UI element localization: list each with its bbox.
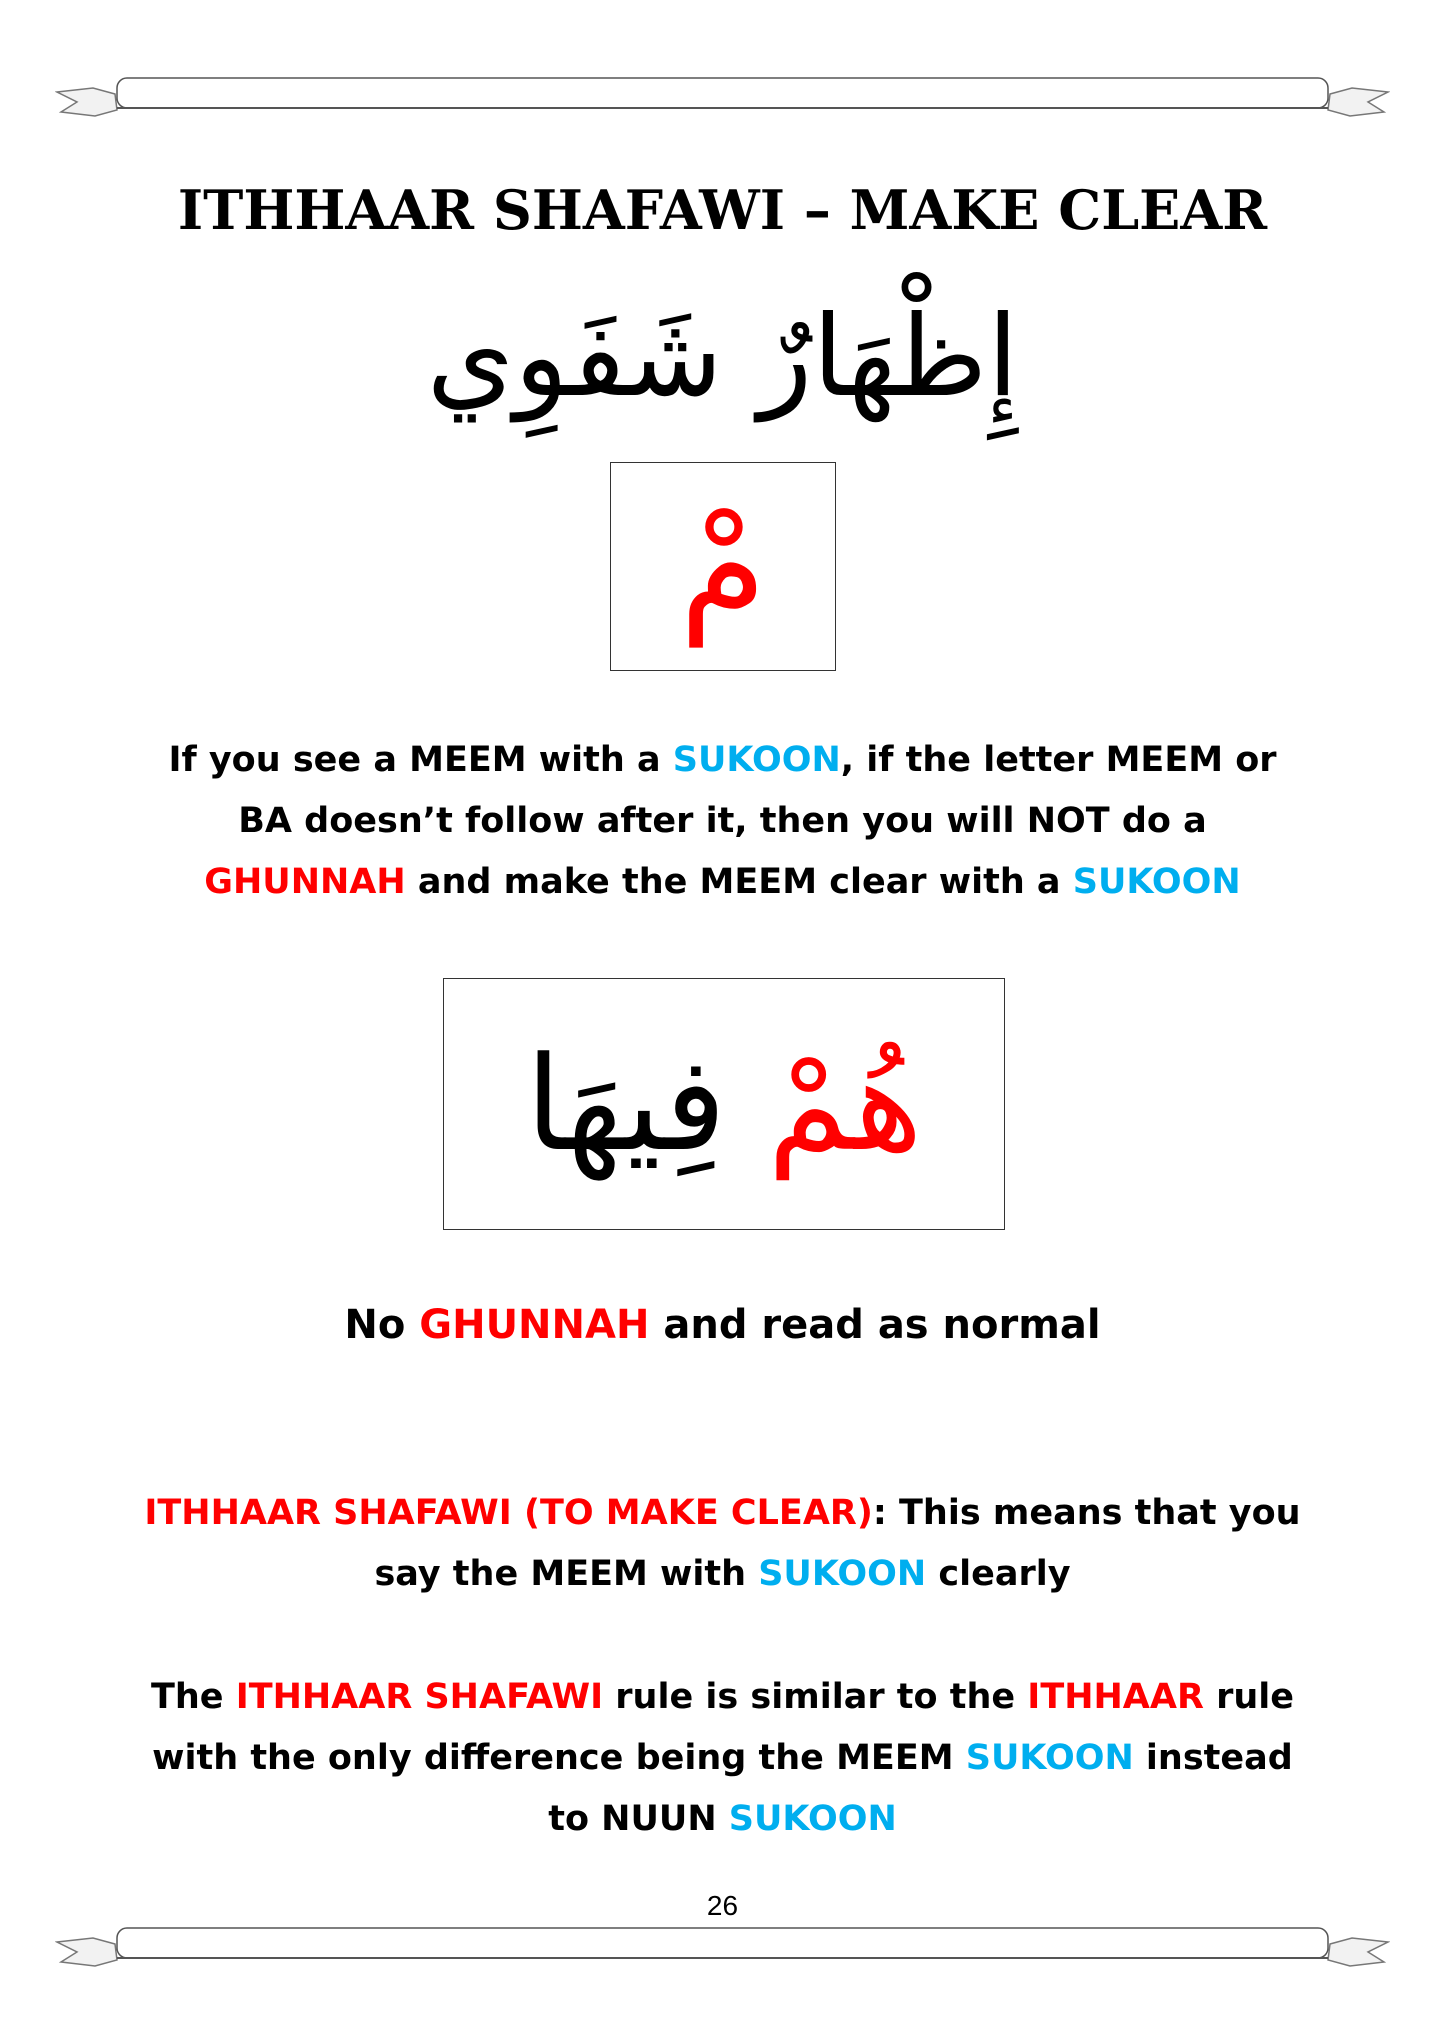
definition-paragraph: ITHHAAR SHAFAWI (TO MAKE CLEAR): This means that you say the MEEM with SUKOON clearly — [144, 1493, 1301, 1594]
sukoon-term: SUKOON — [728, 1799, 897, 1839]
sukoon-term: SUKOON — [672, 740, 841, 780]
rule-paragraph: If you see a MEEM with a SUKOON, if the letter MEEM or BA doesn’t follow after it, then you will NOT do a GHUNNAH and make the MEEM clear with a SUKOON — [168, 740, 1277, 902]
page-number: 26 — [706, 1890, 739, 1921]
arabic-title: إِظْهَارٌ شَفَوِي — [426, 292, 1019, 422]
ghunnah-term: GHUNNAH — [419, 1302, 650, 1348]
ithhaar-term: ITHHAAR — [1027, 1677, 1204, 1717]
sukoon-term: SUKOON — [758, 1554, 927, 1594]
bottom-banner-decoration — [55, 1920, 1390, 1980]
example-box — [443, 978, 1005, 1230]
ghunnah-term: GHUNNAH — [204, 862, 406, 902]
example-word-hum: هُمْ — [767, 1028, 923, 1180]
meem-sukoon-letter: مْ — [679, 484, 767, 648]
page-title: ITHHAAR SHAFAWI – MAKE CLEAR — [177, 178, 1268, 242]
note-paragraph: No GHUNNAH and read as normal — [344, 1302, 1101, 1348]
ithhaar-shafawi-term: ITHHAAR SHAFAWI (TO MAKE CLEAR) — [144, 1493, 873, 1533]
sukoon-term: SUKOON — [965, 1738, 1134, 1778]
top-banner-decoration — [55, 70, 1390, 130]
comparison-paragraph: The ITHHAAR SHAFAWI rule is similar to the ITHHAAR rule with the only difference being the MEEM SUKOON instead to NUUN SUKOON — [150, 1677, 1295, 1839]
sukoon-term: SUKOON — [1072, 862, 1241, 902]
example-word-feeha: فِيهَا — [525, 1028, 727, 1180]
ithhaar-shafawi-term: ITHHAAR SHAFAWI — [235, 1677, 604, 1717]
meem-sukoon-box — [610, 462, 836, 671]
example-arabic-phrase — [525, 1028, 923, 1180]
